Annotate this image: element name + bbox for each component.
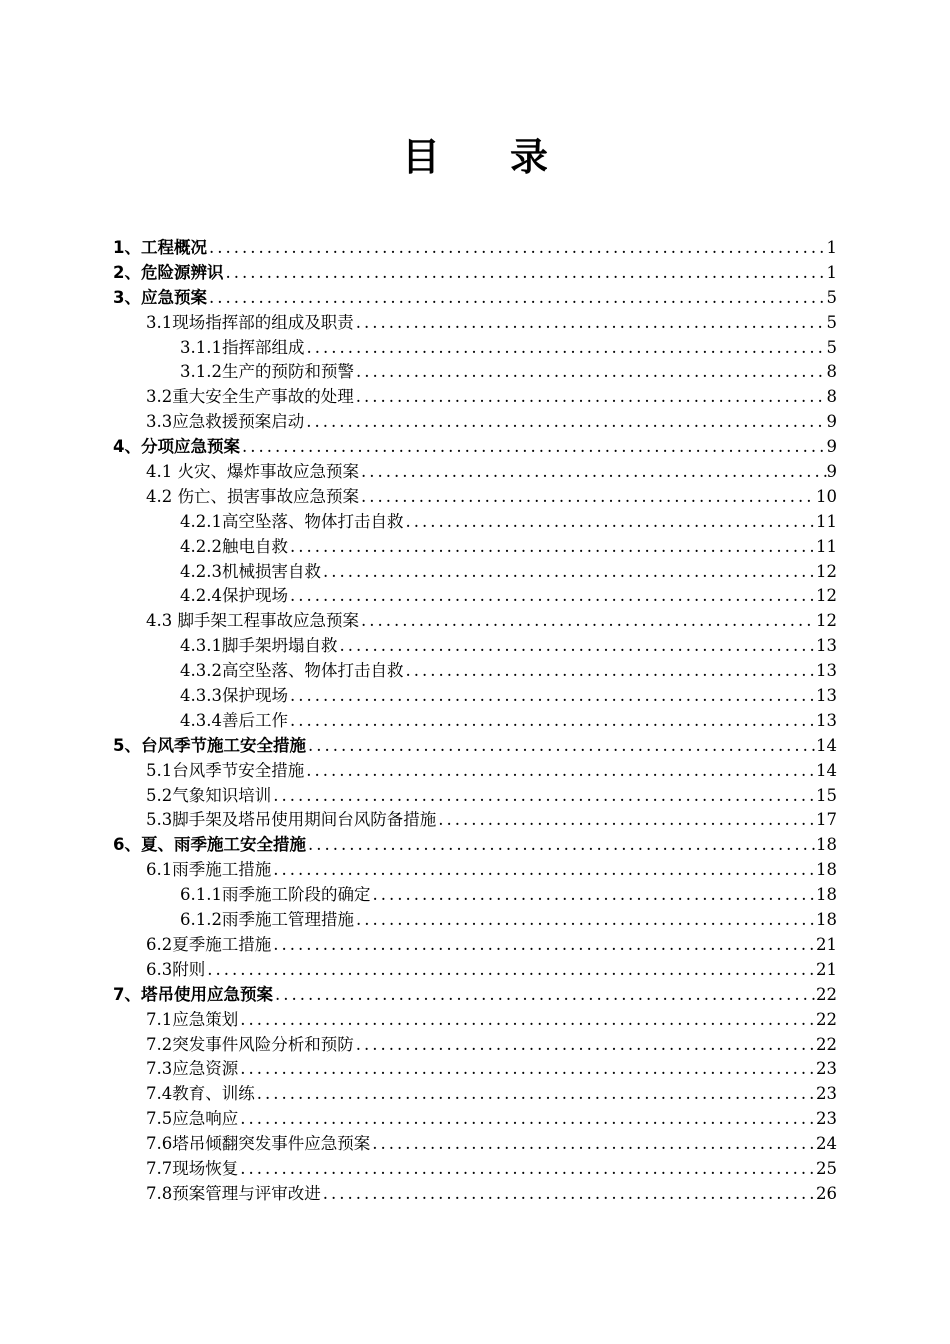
toc-entry-page-number: 9 [826, 412, 837, 432]
toc-entry-page-number: 14 [816, 760, 837, 780]
toc-leader-dots [238, 1010, 816, 1029]
toc-entry-page-number: 23 [816, 1084, 837, 1104]
toc-leader-dots [255, 1084, 816, 1103]
toc-leader-dots [359, 462, 827, 481]
toc-leader-dots [354, 362, 827, 381]
toc-leader-dots [370, 1134, 816, 1153]
toc-entry-page-number: 1 [826, 238, 837, 257]
toc-entry-label: 3.1.2生产的预防和预警 [180, 362, 354, 382]
toc-entry-label: 6.2夏季施工措施 [146, 934, 272, 954]
toc-entry-page-number: 25 [816, 1158, 837, 1178]
toc-leader-dots [306, 736, 816, 755]
toc-entry[interactable] [113, 956, 837, 981]
toc-entry-label: 4.2.1高空坠落、物体打击自救 [180, 511, 404, 531]
toc-entry-label: 2、危险源辨识 [113, 262, 224, 282]
toc-entry-page-number: 8 [826, 387, 837, 407]
toc-entry-label: 6.3附则 [146, 959, 206, 979]
toc-leader-dots [403, 661, 816, 680]
toc-entry-label: 3.1现场指挥部的组成及职责 [146, 312, 354, 332]
toc-entry-page-number: 22 [816, 984, 837, 1004]
toc-entry[interactable] [113, 707, 837, 732]
toc-entry-page-number: 13 [816, 710, 837, 730]
toc-entry[interactable] [113, 1155, 837, 1180]
toc-entry-page-number: 22 [816, 1034, 837, 1054]
toc-entry-label: 4.1 火灾、爆炸事故应急预案 [146, 462, 359, 482]
toc-leader-dots [403, 512, 816, 531]
toc-entry-label: 5.1台风季节安全措施 [146, 760, 305, 780]
toc-leader-dots [359, 611, 816, 630]
toc-entry[interactable] [113, 1080, 837, 1105]
toc-entry-label: 3.1.1指挥部组成 [180, 337, 305, 357]
toc-leader-dots [354, 313, 827, 332]
toc-entry-page-number: 5 [826, 337, 837, 357]
toc-entry-label: 4.2.3机械损害自救 [180, 561, 321, 581]
toc-entry-page-number: 9 [826, 462, 837, 482]
toc-entry-page-number: 18 [816, 835, 837, 855]
toc-entry-page-number: 24 [816, 1134, 837, 1154]
toc-entry[interactable] [113, 508, 837, 533]
toc-entry-page-number: 11 [816, 511, 837, 531]
toc-leader-dots [205, 960, 816, 979]
toc-leader-dots [271, 935, 816, 954]
toc-entry-label: 4.3.2高空坠落、物体打击自救 [180, 661, 404, 681]
toc-entry-page-number: 21 [816, 934, 837, 954]
toc-entry-page-number: 13 [816, 661, 837, 681]
toc-entry-label: 7.5应急响应 [146, 1109, 239, 1129]
toc-entry-label: 4.3.3保护现场 [180, 686, 288, 706]
toc-leader-dots [288, 711, 816, 730]
toc-entry[interactable] [113, 533, 837, 558]
toc-entry-page-number: 18 [816, 910, 837, 930]
toc-entry[interactable] [113, 657, 837, 682]
toc-entry-label: 7.4教育、训练 [146, 1084, 255, 1104]
toc-leader-dots [223, 263, 826, 282]
toc-entry[interactable] [113, 334, 837, 359]
toc-entry-label: 3.2重大安全生产事故的处理 [146, 387, 354, 407]
toc-entry-label: 4.2 伤亡、损害事故应急预案 [146, 486, 359, 506]
toc-leader-dots [240, 437, 827, 456]
toc-entry-page-number: 5 [826, 312, 837, 332]
toc-entry-page-number: 5 [826, 287, 837, 307]
toc-entry-label: 7.3应急资源 [146, 1059, 239, 1079]
toc-entry[interactable] [113, 1031, 837, 1056]
toc-entry-label: 6、夏、雨季施工安全措施 [113, 835, 306, 855]
toc-entry[interactable] [113, 732, 837, 757]
toc-entry[interactable] [113, 906, 837, 931]
toc-entry[interactable] [113, 1006, 837, 1031]
toc-leader-dots [354, 910, 816, 929]
toc-entry-label: 7.1应急策划 [146, 1009, 239, 1029]
toc-leader-dots [370, 885, 816, 904]
toc-entry-page-number: 13 [816, 636, 837, 656]
toc-entry[interactable] [113, 607, 837, 632]
toc-entry[interactable] [113, 981, 837, 1006]
toc-entry[interactable] [113, 682, 837, 707]
toc-entry-page-number: 18 [816, 860, 837, 880]
toc-entry-label: 3、应急预案 [113, 287, 207, 307]
toc-entry[interactable] [113, 1130, 837, 1155]
toc-leader-dots [238, 1109, 816, 1128]
toc-entry[interactable] [113, 284, 837, 309]
toc-leader-dots [271, 860, 816, 879]
toc-leader-dots [354, 387, 827, 406]
toc-leader-dots [321, 1184, 816, 1203]
toc-entry[interactable] [113, 383, 837, 408]
toc-entry-page-number: 10 [816, 486, 837, 506]
toc-entry-page-number: 18 [816, 885, 837, 905]
toc-entry[interactable] [113, 1180, 837, 1205]
toc-entry-page-number: 8 [826, 362, 837, 382]
toc-leader-dots [207, 288, 827, 307]
table-of-contents [113, 234, 837, 1205]
toc-leader-dots [304, 761, 816, 780]
toc-leader-dots [238, 1059, 816, 1078]
toc-entry-label: 5、台风季节施工安全措施 [113, 735, 306, 755]
toc-entry-page-number: 21 [816, 959, 837, 979]
toc-entry-page-number: 15 [816, 785, 837, 805]
toc-entry-label: 7.8预案管理与评审改进 [146, 1183, 321, 1203]
toc-entry-page-number: 17 [816, 810, 837, 830]
toc-entry-label: 4.2.4保护现场 [180, 586, 288, 606]
toc-entry[interactable] [113, 831, 837, 856]
toc-leader-dots [238, 1159, 816, 1178]
toc-entry[interactable] [113, 558, 837, 583]
toc-entry[interactable] [113, 757, 837, 782]
toc-entry[interactable] [113, 632, 837, 657]
toc-entry-page-number: 1 [826, 262, 837, 282]
toc-leader-dots [288, 686, 816, 705]
toc-leader-dots [271, 786, 816, 805]
toc-entry[interactable] [113, 358, 837, 383]
toc-leader-dots [306, 835, 816, 854]
toc-entry-label: 6.1雨季施工措施 [146, 860, 272, 880]
toc-entry-page-number: 26 [816, 1183, 837, 1203]
page-title [0, 126, 950, 181]
title-char-1: 目 [401, 134, 440, 179]
toc-entry[interactable] [113, 433, 837, 458]
toc-entry[interactable] [113, 234, 837, 259]
toc-entry[interactable] [113, 458, 837, 483]
toc-leader-dots [288, 586, 816, 605]
toc-entry-label: 5.2气象知识培训 [146, 785, 272, 805]
toc-entry-page-number: 23 [816, 1109, 837, 1129]
toc-leader-dots [273, 985, 816, 1004]
toc-entry[interactable] [113, 881, 837, 906]
toc-entry-page-number: 12 [816, 611, 837, 631]
toc-entry-label: 6.1.1雨季施工阶段的确定 [180, 885, 371, 905]
toc-entry[interactable] [113, 782, 837, 807]
toc-entry-page-number: 12 [816, 561, 837, 581]
toc-leader-dots [359, 487, 816, 506]
toc-entry-label: 7.7现场恢复 [146, 1158, 239, 1178]
toc-entry-label: 4.2.2触电自救 [180, 536, 288, 556]
toc-entry[interactable] [113, 582, 837, 607]
toc-leader-dots [354, 1035, 816, 1054]
toc-entry-page-number: 11 [816, 536, 837, 556]
toc-entry-label: 1、工程概况 [113, 238, 207, 257]
toc-entry-page-number: 9 [826, 437, 837, 457]
toc-entry[interactable] [113, 931, 837, 956]
toc-entry[interactable] [113, 259, 837, 284]
toc-entry[interactable] [113, 1055, 837, 1080]
toc-leader-dots [436, 810, 816, 829]
title-char-2: 录 [510, 134, 549, 179]
toc-entry-label: 3.3应急救援预案启动 [146, 412, 305, 432]
toc-leader-dots [304, 338, 826, 357]
toc-entry-label: 6.1.2雨季施工管理措施 [180, 910, 354, 930]
toc-entry-label: 4、分项应急预案 [113, 437, 240, 457]
toc-entry-page-number: 23 [816, 1059, 837, 1079]
toc-leader-dots [337, 636, 816, 655]
toc-entry-label: 7.6塔吊倾翻突发事件应急预案 [146, 1134, 371, 1154]
toc-entry-page-number: 22 [816, 1009, 837, 1029]
toc-entry[interactable] [113, 483, 837, 508]
toc-entry[interactable] [113, 408, 837, 433]
toc-entry-label: 7.2突发事件风险分析和预防 [146, 1034, 354, 1054]
toc-entry-page-number: 13 [816, 686, 837, 706]
toc-entry-label: 4.3.4善后工作 [180, 710, 288, 730]
toc-entry[interactable] [113, 309, 837, 334]
toc-entry-label: 7、塔吊使用应急预案 [113, 984, 273, 1004]
toc-entry[interactable] [113, 1105, 837, 1130]
toc-leader-dots [321, 562, 816, 581]
toc-entry-label: 5.3脚手架及塔吊使用期间台风防备措施 [146, 810, 437, 830]
toc-entry[interactable] [113, 856, 837, 881]
toc-entry-label: 4.3 脚手架工程事故应急预案 [146, 611, 359, 631]
toc-leader-dots [207, 238, 827, 257]
toc-entry[interactable] [113, 806, 837, 831]
toc-entry-page-number: 12 [816, 586, 837, 606]
toc-leader-dots [288, 537, 816, 556]
toc-entry-page-number: 14 [816, 735, 837, 755]
toc-leader-dots [304, 412, 826, 431]
toc-entry-label: 4.3.1脚手架坍塌自救 [180, 636, 338, 656]
